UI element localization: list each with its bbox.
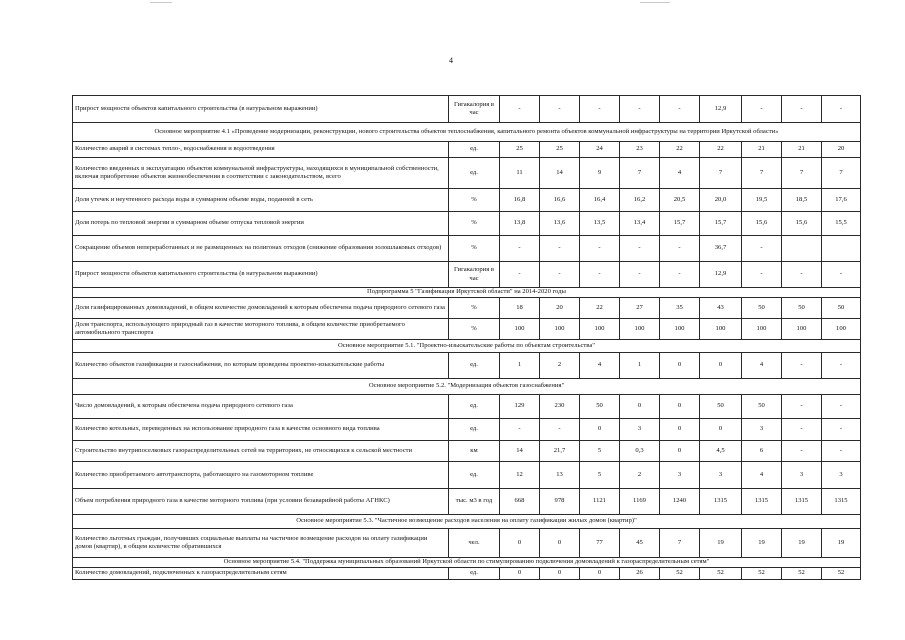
section-title: Основное мероприятие 5.3. "Частичное возмещение расходов населения на оплату газификации жилых домов (квартир)" [73,515,861,529]
unit-cell: ед. [449,158,500,189]
value-cell: 22 [700,142,742,158]
value-cell: - [660,236,700,262]
indicator-name-cell: Количество котельных, переведенных на использование природного газа в качестве основного вида топлива [73,419,449,441]
section-header-row [73,515,861,529]
value-cell: - [620,262,660,288]
indicator-name-cell: Доля потерь по тепловой энергии в суммарном объеме отпуска тепловой энергии [73,212,449,236]
table-row [73,441,861,462]
value-cell: 1 [620,353,660,379]
value-cell: 0 [580,568,620,580]
value-cell: - [782,262,822,288]
indicator-name-cell: Количество аварий в системах тепло-, водоснабжения и водоотведения [73,142,449,158]
value-cell: - [822,353,861,379]
value-cell: 43 [700,298,742,319]
value-cell: 19 [742,529,782,558]
indicator-name-cell: Доля газифицированных домовладений, в общем количестве домовладений к которым обеспечена подача природного сетевого газа [73,298,449,319]
section-title: Основное мероприятие 5.2. "Модернизация объектов газоснабжения" [73,379,861,395]
value-cell: 7 [620,158,660,189]
table-row [73,189,861,212]
value-cell: - [500,96,540,123]
value-cell: 0,3 [620,441,660,462]
value-cell: - [742,236,782,262]
value-cell: 5 [580,441,620,462]
section-header-row [73,379,861,395]
value-cell [782,236,822,262]
scan-artifact-line [640,2,670,3]
value-cell: - [742,262,782,288]
unit-cell: ед. [449,462,500,489]
value-cell: 16,6 [540,189,580,212]
indicator-name-cell: Доля утечек и неучтенного расхода воды в суммарном объеме воды, поданной в сеть [73,189,449,212]
value-cell: 6 [742,441,782,462]
value-cell: 0 [620,395,660,419]
value-cell: 3 [822,462,861,489]
value-cell: - [822,441,861,462]
value-cell: 21 [742,142,782,158]
value-cell: - [822,419,861,441]
value-cell: 0 [500,568,540,580]
value-cell: - [782,353,822,379]
table-row [73,319,861,340]
value-cell: - [822,96,861,123]
value-cell: 4 [660,158,700,189]
value-cell: 100 [660,319,700,340]
value-cell: 36,7 [700,236,742,262]
table-row [73,236,861,262]
unit-cell: тыс. м3 в год [449,489,500,515]
table-row [73,158,861,189]
value-cell: 0 [660,353,700,379]
indicator-name-cell: Прирост мощности объектов капитального строительства (в натуральном выражении) [73,262,449,288]
value-cell: - [822,395,861,419]
value-cell: 12,9 [700,96,742,123]
value-cell: 15,6 [742,212,782,236]
value-cell: 4 [580,353,620,379]
value-cell: 3 [742,419,782,441]
table-row [73,568,861,580]
value-cell: 16,8 [500,189,540,212]
value-cell: 13 [540,462,580,489]
value-cell: 668 [500,489,540,515]
value-cell: 18,5 [782,189,822,212]
value-cell: 7 [700,158,742,189]
value-cell: 3 [620,419,660,441]
value-cell: 52 [660,568,700,580]
value-cell: 26 [620,568,660,580]
value-cell: 13,4 [620,212,660,236]
section-title: Основное мероприятие 4.1 «Проведение модернизации, реконструкции, нового строительства объектов теплоснабжения, капитального ремонта объектов коммунальной инфраструктуры на территории Иркутской области» [73,123,861,142]
value-cell: 19 [782,529,822,558]
unit-cell: ед. [449,419,500,441]
value-cell: 12 [500,462,540,489]
section-header-row [73,558,861,568]
value-cell: 27 [620,298,660,319]
value-cell: - [540,419,580,441]
value-cell: 7 [782,158,822,189]
table-row [73,529,861,558]
value-cell: 45 [620,529,660,558]
value-cell: 0 [540,529,580,558]
value-cell: - [660,262,700,288]
value-cell: - [660,96,700,123]
value-cell: 15,5 [822,212,861,236]
value-cell: - [620,96,660,123]
table-row [73,298,861,319]
value-cell: 52 [742,568,782,580]
value-cell: 4 [742,462,782,489]
value-cell: 3 [782,462,822,489]
unit-cell: км [449,441,500,462]
indicator-name-cell: Количество домовладений, подключенных к газораспределительным сетям [73,568,449,580]
indicator-name-cell: Число домовладений, к которым обеспечена подача природного сетевого газа [73,395,449,419]
value-cell: 1 [500,353,540,379]
indicator-name-cell: Объем потребления природного газа в качестве моторного топлива (при условии безаварийной работы АГНКС) [73,489,449,515]
unit-cell: % [449,189,500,212]
value-cell: 22 [580,298,620,319]
unit-cell: % [449,212,500,236]
value-cell: - [620,236,660,262]
value-cell: - [540,236,580,262]
indicator-name-cell: Количество приобретаемого автотранспорта, работающего на газомоторном топливе [73,462,449,489]
value-cell: 20,0 [700,189,742,212]
value-cell: 23 [620,142,660,158]
value-cell: 1121 [580,489,620,515]
value-cell: 4 [742,353,782,379]
table-row [73,353,861,379]
value-cell: - [580,236,620,262]
unit-cell: ед. [449,395,500,419]
unit-cell: % [449,236,500,262]
indicators-table [72,95,861,580]
unit-cell: Гигакалория в час [449,262,500,288]
value-cell: 50 [782,298,822,319]
value-cell: 13,5 [580,212,620,236]
indicator-name-cell: Доля транспорта, использующего природный газ в качестве моторного топлива, в общем количестве приобретаемого автомобильного транспорта [73,319,449,340]
section-title: Основное мероприятие 5.1. "Проектно-изыскательские работы по объектам строительства" [73,340,861,353]
value-cell: 230 [540,395,580,419]
value-cell: 7 [822,158,861,189]
value-cell: 19 [700,529,742,558]
unit-cell: ед. [449,142,500,158]
page-number: 4 [449,56,453,65]
unit-cell: Гигакалория в час [449,96,500,123]
value-cell: - [782,96,822,123]
value-cell: 50 [742,395,782,419]
value-cell: 3 [660,462,700,489]
value-cell: - [500,236,540,262]
value-cell: 7 [660,529,700,558]
value-cell: 16,2 [620,189,660,212]
value-cell: - [782,395,822,419]
indicator-name-cell: Количество льготных граждан, получивших социальные выплаты на частичное возмещение расходов на оплату газификации домов (квартир), в общем количестве обратившихся [73,529,449,558]
unit-cell: % [449,319,500,340]
table-row [73,419,861,441]
table-row [73,489,861,515]
value-cell: 2 [540,353,580,379]
value-cell: 1315 [782,489,822,515]
value-cell: - [580,262,620,288]
indicator-name-cell: Прирост мощности объектов капитального строительства (в натуральном выражении) [73,96,449,123]
unit-cell: ед. [449,568,500,580]
value-cell: 19,5 [742,189,782,212]
value-cell: 15,7 [660,212,700,236]
value-cell: 1169 [620,489,660,515]
table-row [73,262,861,288]
indicator-name-cell: Количество введенных в эксплуатацию объектов коммунальной инфраструктуры, находящихся в муниципальной собственности, включая приобретение объектов жизнеобеспечения в соответствии с законодательством, всего [73,158,449,189]
indicator-name-cell: Сокращение объемов непереработанных и не размещенных на полигонах отходов (снижение образования золошлаковых отходов) [73,236,449,262]
table-row [73,142,861,158]
section-header-row [73,288,861,298]
value-cell: 25 [540,142,580,158]
value-cell: - [500,262,540,288]
value-cell: 35 [660,298,700,319]
value-cell: 0 [540,568,580,580]
unit-cell: ед. [449,353,500,379]
value-cell: 50 [700,395,742,419]
value-cell: 52 [700,568,742,580]
value-cell: 0 [580,419,620,441]
value-cell: 52 [822,568,861,580]
value-cell: 1315 [822,489,861,515]
indicator-name-cell: Количество объектов газификации и газоснабжения, по которым проведены проектно-изыскательские работы [73,353,449,379]
value-cell: 50 [580,395,620,419]
value-cell: 12,9 [700,262,742,288]
indicator-name-cell: Строительство внутрипоселковых газораспределительных сетей на территориях, не относящихся к сельской местности [73,441,449,462]
section-header-row [73,340,861,353]
value-cell: 50 [742,298,782,319]
value-cell: 24 [580,142,620,158]
value-cell: 1315 [700,489,742,515]
section-title: Подпрограмма 5 "Газификация Иркутской области" на 2014-2020 годы [73,288,861,298]
value-cell: 100 [540,319,580,340]
value-cell: 16,4 [580,189,620,212]
value-cell: - [782,441,822,462]
value-cell: 0 [660,441,700,462]
value-cell: 14 [540,158,580,189]
value-cell: 0 [660,419,700,441]
table-row [73,212,861,236]
value-cell: 5 [580,462,620,489]
value-cell: 7 [742,158,782,189]
value-cell: - [782,419,822,441]
value-cell: 100 [782,319,822,340]
value-cell: 9 [580,158,620,189]
value-cell: - [580,96,620,123]
scan-artifact-line [150,2,172,3]
value-cell: 20 [822,142,861,158]
table-row [73,395,861,419]
value-cell: 0 [700,353,742,379]
table-row [73,462,861,489]
value-cell: 978 [540,489,580,515]
value-cell: 22 [660,142,700,158]
value-cell: 100 [580,319,620,340]
value-cell: 11 [500,158,540,189]
value-cell: 50 [822,298,861,319]
value-cell: 1315 [742,489,782,515]
unit-cell: % [449,298,500,319]
value-cell: 2 [620,462,660,489]
value-cell: 15,6 [782,212,822,236]
value-cell: 0 [500,529,540,558]
value-cell: - [540,96,580,123]
value-cell: 19 [822,529,861,558]
value-cell: 20 [540,298,580,319]
value-cell: - [540,262,580,288]
value-cell: - [742,96,782,123]
value-cell: 100 [620,319,660,340]
value-cell: 100 [700,319,742,340]
value-cell: 77 [580,529,620,558]
unit-cell: чел. [449,529,500,558]
value-cell: 0 [660,395,700,419]
value-cell: 13,8 [500,212,540,236]
value-cell: 0 [700,419,742,441]
value-cell: - [500,419,540,441]
value-cell: 17,6 [822,189,861,212]
value-cell [822,236,861,262]
value-cell: 21 [782,142,822,158]
section-header-row [73,123,861,142]
value-cell: 100 [742,319,782,340]
value-cell: 20,5 [660,189,700,212]
value-cell: 13,6 [540,212,580,236]
value-cell: - [822,262,861,288]
value-cell: 1240 [660,489,700,515]
value-cell: 52 [782,568,822,580]
value-cell: 3 [700,462,742,489]
value-cell: 4,5 [700,441,742,462]
value-cell: 14 [500,441,540,462]
value-cell: 100 [500,319,540,340]
value-cell: 15,7 [700,212,742,236]
value-cell: 21,7 [540,441,580,462]
value-cell: 129 [500,395,540,419]
table-row [73,96,861,123]
value-cell: 25 [500,142,540,158]
value-cell: 18 [500,298,540,319]
value-cell: 100 [822,319,861,340]
section-title: Основное мероприятие 5.4. "Поддержка муниципальных образований Иркутской области по стимулированию подключения домовладений к газораспределительным сетям" [73,558,861,568]
